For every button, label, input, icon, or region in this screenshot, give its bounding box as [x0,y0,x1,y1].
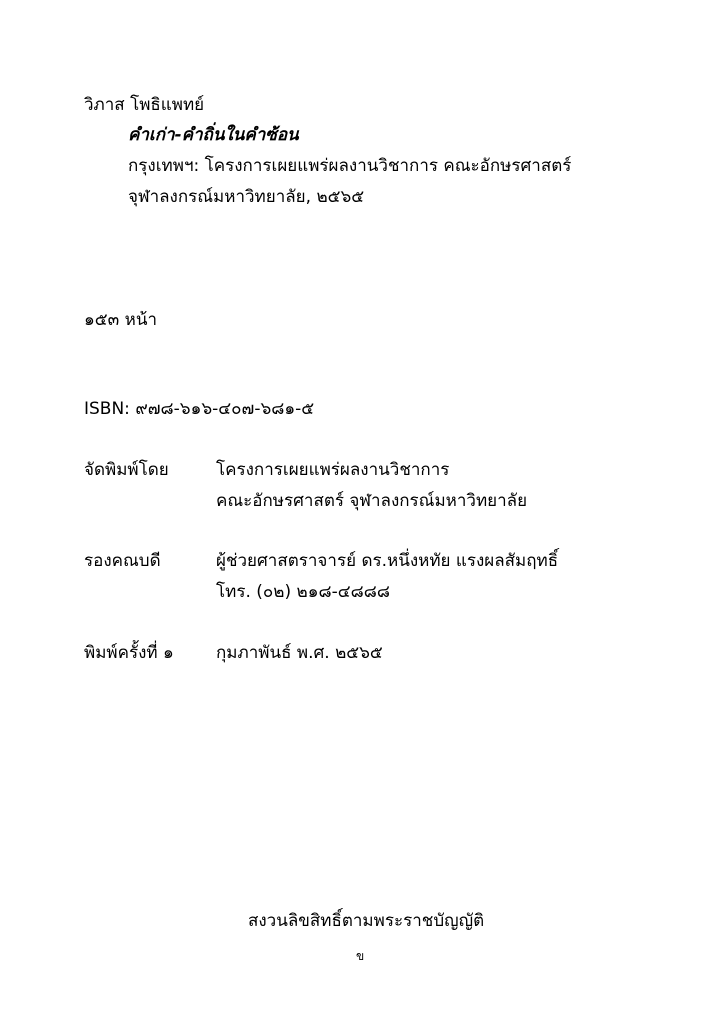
published-by-label: จัดพิมพ์โดย [84,460,169,480]
published-by-line1: โครงการเผยแพร่ผลงานวิชาการ [216,460,450,480]
citation-publisher: กรุงเทพฯ: โครงการเผยแพร่ผลงานวิชาการ คณะอักษรศาสตร์ [128,156,572,176]
edition-label: พิมพ์ครั้งที่ ๑ [84,643,174,663]
associate-dean-label: รองคณบดี [84,551,161,571]
copyright-notice: สงวนลิขสิทธิ์ตามพระราชบัญญัติ [248,911,485,931]
edition-date: กุมภาพันธ์ พ.ศ. ๒๕๖๕ [216,643,383,663]
isbn: ISBN: ๙๗๘-๖๑๖-๔๐๗-๖๘๑-๕ [84,399,315,419]
citation-publisher-line2: จุฬาลงกรณ์มหาวิทยาลัย, ๒๕๖๕ [128,187,365,207]
published-by-line2: คณะอักษรศาสตร์ จุฬาลงกรณ์มหาวิทยาลัย [216,491,528,511]
citation-author: วิภาส โพธิแพทย์ [84,95,205,115]
page-number: ข [356,949,365,963]
associate-dean-phone: โทร. (๐๒) ๒๑๘-๔๘๘๘ [216,582,390,602]
citation-title: คำเก่า-คำถิ่นในคำซ้อน [128,125,299,145]
page-count: ๑๕๓ หน้า [84,310,158,330]
associate-dean-name: ผู้ช่วยศาสตราจารย์ ดร.หนึ่งหทัย แรงผลสัมฤทธิ์ [216,551,559,571]
